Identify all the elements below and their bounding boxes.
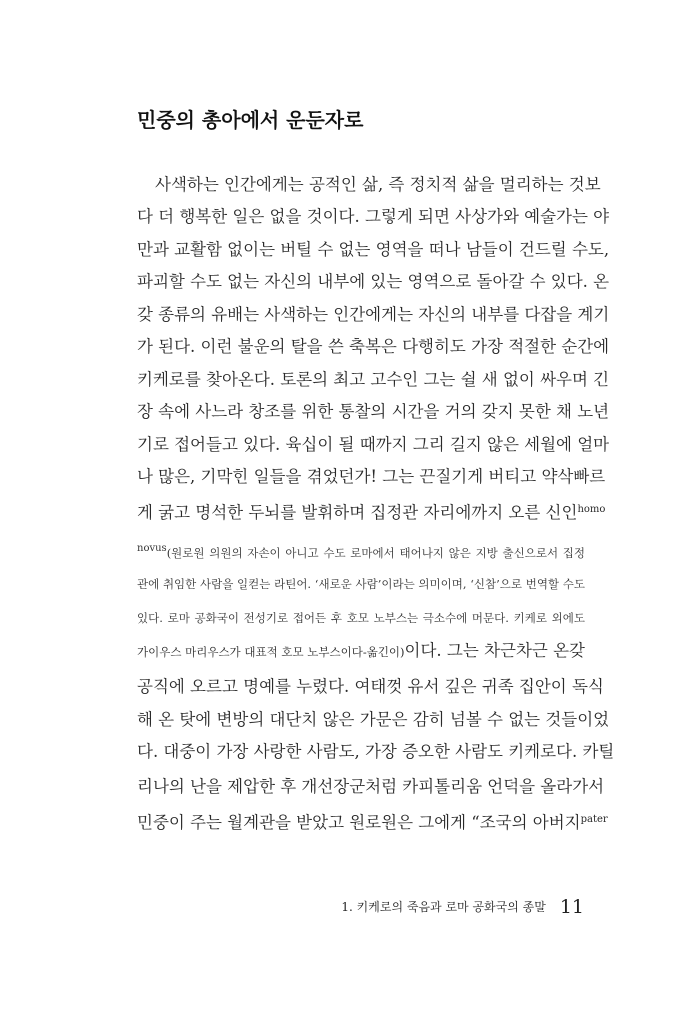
translator-note-line: 있다. 로마 공화국이 전성기로 접어든 후 호모 노부스는 극소수에 머문다. 키케로 외에도 <box>137 611 585 625</box>
body-line <box>137 499 606 524</box>
note-text: 가이우스 마리우스가 대표적 호모 노부스이다-옮긴이) <box>137 645 405 659</box>
body-line <box>137 640 585 663</box>
latin-term: novus <box>137 543 167 554</box>
body-line: 나 많은, 기막힌 일들을 겪었던가! 그는 끈질기게 버티고 약삭빠르 <box>137 467 606 486</box>
body-line: 다 더 행복한 일은 없을 것이다. 그렇게 되면 사상가와 예술가는 야 <box>137 207 610 226</box>
body-line: 만과 교활함 없이는 버틸 수 없는 영역을 떠나 남들이 건드릴 수도, <box>137 240 610 259</box>
body-line: 키케로를 찾아온다. 토론의 최고 고수인 그는 쉴 새 없이 싸우며 긴 <box>137 370 610 389</box>
body-text: 민중이 주는 월계관을 받았고 원로원은 그에게 “조국의 아버지 <box>137 813 581 832</box>
body-line: 갖 종류의 유배는 사색하는 인간에게는 자신의 내부를 다잡을 계기 <box>137 305 610 324</box>
body-line: 가 된다. 이런 불운의 탈을 쓴 축복은 다행히도 가장 적절한 순간에 <box>137 337 610 356</box>
latin-term: pater <box>580 814 608 825</box>
body-line: 리나의 난을 제압한 후 개선장군처럼 카피톨리움 언덕을 올라가서 <box>137 777 605 796</box>
body-text: 이다. 그는 차근차근 온갖 <box>404 641 586 660</box>
page-number: 11 <box>559 896 584 918</box>
body-line: 공직에 오르고 명예를 누렸다. 여태껏 유서 깊은 귀족 집안이 독식 <box>137 677 604 696</box>
body-line: 파괴할 수도 없는 자신의 내부에 있는 영역으로 돌아갈 수 있다. 온 <box>137 272 610 291</box>
latin-term: homo <box>577 504 606 515</box>
body-line: 해 온 탓에 변방의 대단치 않은 가문은 감히 넘볼 수 없는 것들이었 <box>137 710 610 729</box>
body-line: 다. 대중이 가장 사랑한 사람도, 가장 증오한 사람도 키케로다. 카틸 <box>137 742 615 761</box>
body-line: 기로 접어들고 있다. 육십이 될 때까지 그리 길지 않은 세월에 얼마 <box>137 435 610 454</box>
chapter-title: 1. 키케로의 죽음과 로마 공화국의 종말 <box>341 900 546 914</box>
body-line: 장 속에 사느라 창조를 위한 통찰의 시간을 거의 갖지 못한 채 노년 <box>137 402 610 421</box>
note-text: (원로원 의원의 자손이 아니고 수도 로마에서 태어나지 않은 지방 출신으로서 집정 <box>166 546 585 560</box>
body-line: 사색하는 인간에게는 공적인 삶, 즉 정치적 삶을 멀리하는 것보 <box>155 175 601 194</box>
body-text: 게 굵고 명석한 두뇌를 발휘하며 집정관 자리에까지 오른 신인 <box>137 503 578 522</box>
running-footer <box>341 896 584 918</box>
translator-note-line: 관에 취임한 사람을 일컫는 라틴어. ‘새로운 사람’이라는 의미이며, ‘신참’으로 번역할 수도 <box>137 577 585 591</box>
body-line <box>137 809 608 834</box>
section-title: 민중의 총아에서 운둔자로 <box>137 108 364 132</box>
translator-note-line <box>137 538 585 564</box>
